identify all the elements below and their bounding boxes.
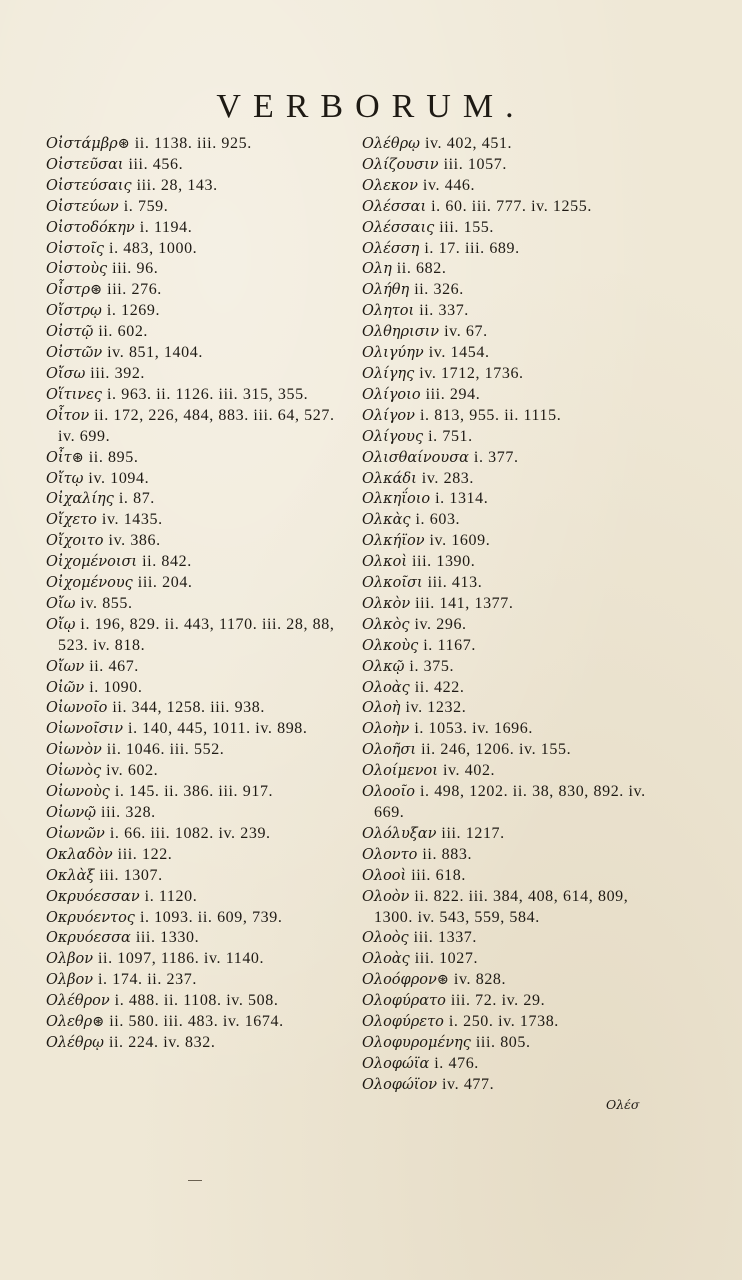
index-entry: [46, 197, 346, 218]
entry-headword: Ολεκον: [362, 177, 418, 194]
index-entry: [362, 1033, 662, 1054]
index-entry: [362, 134, 662, 155]
entry-headword: Οκλαδὸν: [46, 846, 113, 863]
index-entry: [362, 155, 662, 176]
index-entry: [362, 698, 662, 719]
index-entry: [362, 573, 662, 594]
index-entry: [362, 678, 662, 699]
entry-headword: Οἴτῳ: [46, 470, 84, 487]
index-entry: [46, 448, 346, 469]
index-entry: [46, 343, 346, 364]
entry-references: iv. 851, 1404.: [107, 344, 203, 362]
entry-headword: Οἰωνοῖσιν: [46, 721, 124, 738]
index-entry: [362, 949, 662, 970]
entry-references: iii. 122.: [117, 845, 173, 863]
entry-references: iii. 72. iv. 29.: [450, 992, 546, 1010]
entry-headword: Οἴω: [46, 595, 76, 612]
entry-headword: Ολοὴν: [362, 721, 410, 738]
entry-headword: Οἰστεῦσαι: [46, 156, 124, 173]
entry-references: iii. 1027.: [414, 950, 479, 968]
index-entry: [46, 719, 346, 740]
index-entry: [46, 259, 346, 280]
entry-references: iv. 602.: [106, 762, 159, 780]
index-entry: [46, 615, 346, 657]
index-entry: [46, 1012, 346, 1033]
index-entry: [46, 740, 346, 761]
entry-references: i. 483, 1000.: [109, 239, 198, 257]
entry-headword: Οἵτινες: [46, 386, 102, 403]
entry-headword: Ολίγον: [362, 407, 415, 424]
entry-references: i. 751.: [428, 427, 473, 445]
entry-headword: Ολοὸς: [362, 930, 409, 947]
entry-headword: Ολβον: [46, 951, 94, 968]
index-entry: [46, 761, 346, 782]
entry-headword: Ολέσση: [362, 240, 420, 257]
index-entry: [46, 845, 346, 866]
index-entry: [362, 448, 662, 469]
entry-references: iii. 456.: [128, 155, 184, 173]
entry-headword: Ολκοὺς: [362, 637, 419, 654]
entry-references: iv. 828.: [453, 971, 507, 989]
entry-references: iv. 1609.: [429, 532, 491, 550]
entry-headword: Οἶτ⊛: [46, 449, 84, 466]
entry-headword: Ολίζουσιν: [362, 156, 439, 173]
entry-references: ii. 326.: [414, 281, 464, 299]
index-entry: [362, 991, 662, 1012]
index-entry: [46, 782, 346, 803]
entry-headword: Οἴων: [46, 658, 85, 675]
entry-headword: Οκρυόεσσα: [46, 930, 131, 947]
entry-headword: Οἰωνῷ: [46, 805, 97, 821]
entry-references: ii. 682.: [396, 260, 447, 278]
entry-references: iv. 477.: [442, 1075, 495, 1093]
index-entry: [362, 636, 662, 657]
entry-references: iii. 204.: [137, 574, 193, 592]
index-entry: [362, 970, 662, 991]
entry-references: i. 87.: [118, 490, 155, 508]
index-entry: [46, 866, 346, 887]
entry-headword: Ολοφύρετο: [362, 1014, 444, 1031]
entry-references: ii. 1138. iii. 925.: [134, 135, 252, 152]
entry-references: i. 813, 955. ii. 1115.: [419, 406, 562, 424]
index-entry: [46, 552, 346, 573]
entry-headword: Ολέθρῳ: [46, 1034, 104, 1051]
entry-headword: Οἰστάμβρ⊛: [46, 136, 130, 152]
entry-headword: Ολοφώϊα: [362, 1055, 430, 1072]
entry-references: ii. 246, 1206. iv. 155.: [421, 741, 572, 759]
entry-references: iii. 141, 1377.: [415, 594, 514, 612]
entry-references: iv. 855.: [80, 594, 133, 612]
entry-references: iii. 1057.: [443, 155, 507, 173]
entry-headword: Ολκὸς: [362, 616, 410, 633]
entry-references: iii. 392.: [90, 364, 146, 382]
entry-headword: Οἰστεύων: [46, 198, 119, 215]
entry-headword: Ολοντο: [362, 846, 418, 863]
entry-references: i. 1090.: [89, 678, 143, 696]
entry-references: ii. 1097, 1186. iv. 1140.: [98, 950, 265, 968]
entry-references: iii. 276.: [107, 281, 162, 299]
entry-headword: Οἰωνὸς: [46, 763, 102, 780]
index-entry: [362, 531, 662, 552]
index-entry: [46, 280, 346, 301]
entry-headword: Ολκὰς: [362, 512, 411, 529]
index-entry: [362, 489, 662, 510]
index-entry: [362, 176, 662, 197]
entry-references: iii. 294.: [425, 385, 481, 403]
entry-headword: Ολβον: [46, 972, 94, 989]
entry-headword: Ολοὰς: [362, 951, 410, 968]
index-entry: [362, 657, 662, 678]
entry-references: i. 377.: [473, 448, 519, 466]
entry-headword: Οἴστρῳ: [46, 303, 102, 320]
entry-references: i. 174. ii. 237.: [98, 971, 197, 989]
entry-headword: Ολκοῖσι: [362, 575, 423, 592]
entry-references: i. 140, 445, 1011. iv. 898.: [128, 720, 308, 738]
entry-references: iv. 283.: [421, 469, 475, 487]
index-entry: [362, 322, 662, 343]
index-entry: [46, 489, 346, 510]
entry-references: ii. 337.: [419, 302, 469, 320]
entry-headword: Οἰωνῶν: [46, 825, 105, 842]
entry-references: i. 1314.: [435, 490, 489, 508]
entry-references: i. 476.: [434, 1054, 479, 1072]
index-entry: [362, 1012, 662, 1033]
entry-references: i. 1053. iv. 1696.: [414, 720, 533, 738]
entry-headword: Οἰστῷ: [46, 324, 94, 341]
index-entry: [46, 887, 346, 908]
entry-references: iv. 1712, 1736.: [419, 364, 524, 382]
entry-references: i. 1120.: [144, 887, 198, 905]
entry-references: i. 1093. ii. 609, 739.: [139, 908, 283, 926]
index-entry: [362, 552, 662, 573]
entry-references: iii. 96.: [112, 260, 159, 278]
entry-references: ii. 467.: [89, 657, 139, 675]
entry-references: i. 498, 1202. ii. 38, 830, 892. iv. 669.: [374, 783, 646, 821]
entry-headword: Ολοφώϊον: [362, 1076, 438, 1093]
index-entry: [46, 510, 346, 531]
entry-references: iv. 1232.: [405, 699, 467, 717]
entry-references: iv. 446.: [422, 176, 476, 194]
entry-references: iv. 1435.: [101, 511, 163, 529]
entry-references: ii. 822. iii. 384, 408, 614, 809, 1300. iv. 543, 559, 584.: [374, 887, 629, 926]
entry-references: ii. 842.: [142, 553, 192, 571]
entry-references: iii. 1307.: [99, 866, 163, 884]
index-entry: [362, 385, 662, 406]
index-entry: [46, 573, 346, 594]
entry-references: iii. 28, 143.: [136, 176, 218, 194]
entry-headword: Οἰστῶν: [46, 345, 103, 362]
index-entry: [46, 134, 346, 155]
entry-headword: Οἴσω: [46, 365, 86, 382]
entry-headword: Οἰωνὸν: [46, 742, 102, 759]
entry-headword: Οἰστοδόκην: [46, 219, 135, 236]
index-entry: [46, 908, 346, 929]
index-entry: [46, 531, 346, 552]
index-entry: [46, 218, 346, 239]
entry-headword: Ολοοῖο: [362, 784, 415, 801]
index-entry: [362, 1075, 662, 1096]
index-entry: [46, 469, 346, 490]
entry-headword: Οἰωνοὺς: [46, 784, 110, 801]
entry-headword: Ολίγοιο: [362, 386, 421, 403]
index-entry: [362, 1054, 662, 1075]
entry-references: i. 603.: [415, 511, 461, 529]
entry-references: i. 488. ii. 1108. iv. 508.: [114, 992, 279, 1010]
entry-references: ii. 422.: [414, 678, 465, 696]
entry-references: iii. 618.: [411, 866, 466, 884]
entry-headword: Ολοὸν: [362, 888, 410, 905]
entry-headword: Οἶστρ⊛: [46, 282, 103, 299]
index-entry: [362, 719, 662, 740]
entry-references: i. 1194.: [139, 218, 193, 236]
index-entry: [362, 928, 662, 949]
index-entry: [362, 845, 662, 866]
index-entry: [362, 239, 662, 260]
entry-references: ii. 344, 1258. iii. 938.: [112, 699, 265, 717]
index-entry: [46, 385, 346, 406]
index-entry: [362, 364, 662, 385]
index-entry: [46, 406, 346, 448]
entry-headword: Ολκῷ: [362, 658, 405, 675]
entry-references: iii. 328.: [101, 804, 156, 821]
entry-headword: Οἰστεύσαις: [46, 177, 132, 194]
index-entry: [362, 824, 662, 845]
entry-headword: Ολκὸν: [362, 595, 411, 612]
page-mark: [188, 1180, 202, 1181]
index-entry: [46, 698, 346, 719]
entry-headword: Ολίγους: [362, 428, 424, 445]
entry-headword: Οἰωνοῖο: [46, 700, 108, 717]
index-entry: [362, 343, 662, 364]
entry-headword: Ολέθρῳ: [362, 136, 420, 152]
entry-references: i. 1269.: [106, 302, 161, 320]
index-entry: [46, 239, 346, 260]
entry-headword: Ολοοὶ: [362, 867, 407, 884]
entry-headword: Ολκηΐοιο: [362, 491, 431, 508]
index-entry: [46, 1033, 346, 1054]
entry-references: iii. 413.: [427, 574, 483, 592]
entry-headword: Οκλὰξ: [46, 867, 95, 884]
index-entry: [362, 197, 662, 218]
entry-references: iii. 1217.: [441, 824, 505, 842]
entry-references: ii. 224. iv. 832.: [108, 1033, 216, 1051]
index-entry: [362, 782, 662, 824]
entry-headword: Ολητοι: [362, 303, 415, 320]
entry-references: iv. 402, 451.: [424, 135, 513, 152]
index-entry: [46, 824, 346, 845]
entry-headword: Ολοὰς: [362, 679, 410, 696]
entry-headword: Ολθηρισιν: [362, 324, 440, 341]
index-entry: [46, 594, 346, 615]
index-entry: [46, 657, 346, 678]
entry-references: iv. 386.: [108, 532, 161, 550]
entry-headword: Ολκάδι: [362, 470, 417, 487]
entry-references: i. 145. ii. 386. iii. 917.: [114, 783, 274, 801]
index-entry: [362, 427, 662, 448]
entry-references: i. 66. iii. 1082. iv. 239.: [109, 824, 271, 842]
page-heading: VERBORUM.: [216, 88, 526, 125]
index-entry: [46, 301, 346, 322]
entry-headword: Ολοῆσι: [362, 742, 417, 759]
entry-references: iii. 1337.: [413, 929, 478, 947]
entry-headword: Ολη: [362, 261, 392, 278]
entry-headword: Ολκήϊον: [362, 533, 425, 550]
entry-references: ii. 602.: [98, 323, 149, 341]
entry-references: ii. 883.: [422, 845, 473, 863]
entry-headword: Οἴχετο: [46, 512, 97, 529]
index-entry: [46, 949, 346, 970]
entry-headword: Οκρυόεντος: [46, 909, 135, 926]
entry-headword: Ολισθαίνουσα: [362, 449, 469, 466]
entry-references: ii. 580. iii. 483. iv. 1674.: [109, 1013, 284, 1031]
index-column-left: [46, 134, 346, 1054]
entry-references: iii. 1390.: [412, 553, 476, 571]
index-entry: [46, 176, 346, 197]
index-entry: [46, 155, 346, 176]
index-entry: [362, 887, 662, 929]
entry-references: i. 250. iv. 1738.: [448, 1013, 559, 1031]
index-entry: [46, 991, 346, 1012]
entry-references: iv. 402.: [442, 762, 496, 780]
index-entry: [362, 761, 662, 782]
entry-headword: Ολόλυξαν: [362, 825, 437, 842]
index-entry: [362, 218, 662, 239]
entry-headword: Οἰχαλίης: [46, 491, 114, 508]
entry-references: i. 1167.: [423, 636, 476, 654]
entry-headword: Οἶτον: [46, 407, 90, 424]
entry-references: iii. 805.: [475, 1033, 531, 1051]
entry-headword: Ολέσσαις: [362, 219, 435, 236]
index-entry: [362, 594, 662, 615]
entry-references: iii. 155.: [439, 218, 495, 236]
entry-references: i. 759.: [123, 197, 169, 215]
entry-headword: Ολέθρον: [46, 993, 110, 1010]
entry-references: i. 375.: [409, 657, 455, 675]
entry-headword: Ολκοὶ: [362, 554, 408, 571]
index-entry: [46, 970, 346, 991]
catchword: Ολέσ: [606, 1097, 640, 1112]
index-entry: [362, 301, 662, 322]
entry-headword: Οἰχομένους: [46, 575, 133, 592]
index-entry: [362, 510, 662, 531]
entry-headword: Οἰχομένοισι: [46, 554, 138, 571]
entry-headword: Ολέσσαι: [362, 198, 427, 215]
entry-references: iv. 1094.: [88, 469, 150, 487]
index-entry: [362, 280, 662, 301]
index-entry: [46, 322, 346, 343]
entry-references: ii. 172, 226, 484, 883. iii. 64, 527. iv. 699.: [58, 406, 335, 445]
entry-references: i. 17. iii. 689.: [424, 239, 520, 257]
index-entry: [362, 740, 662, 761]
entry-references: iii. 1330.: [135, 929, 200, 947]
entry-headword: Ολοὴ: [362, 700, 401, 717]
entry-references: iv. 1454.: [428, 344, 490, 362]
index-column-right: [362, 134, 662, 1096]
entry-headword: Οἰστοὺς: [46, 261, 108, 278]
entry-headword: Ολοφύρατο: [362, 993, 446, 1010]
index-entry: [46, 803, 346, 824]
index-entry: [362, 406, 662, 427]
entry-headword: Ολοφυρομένης: [362, 1034, 471, 1051]
entry-references: iv. 296.: [414, 615, 467, 633]
index-entry: [362, 469, 662, 490]
index-entry: [46, 678, 346, 699]
index-entry: [46, 928, 346, 949]
entry-headword: Ολοόφρον⊛: [362, 972, 449, 989]
entry-headword: Ολοίμενοι: [362, 763, 438, 780]
entry-references: i. 196, 829. ii. 443, 1170. iii. 28, 88, 523. iv. 818.: [58, 615, 335, 654]
entry-references: i. 963. ii. 1126. iii. 315, 355.: [107, 385, 309, 403]
entry-headword: Ολήθη: [362, 282, 410, 299]
entry-headword: Οκρυόεσσαν: [46, 888, 140, 905]
entry-references: i. 60. iii. 777. iv. 1255.: [431, 197, 592, 215]
entry-headword: Ολεθρ⊛: [46, 1014, 105, 1031]
entry-headword: Οἰῶν: [46, 679, 85, 696]
entry-headword: Οἰστοῖς: [46, 240, 105, 257]
entry-headword: Ολίγης: [362, 365, 415, 382]
entry-references: ii. 1046. iii. 552.: [106, 741, 225, 759]
entry-headword: Ολιγύην: [362, 345, 424, 362]
entry-headword: Οἴχοιτο: [46, 533, 104, 550]
index-entry: [362, 866, 662, 887]
entry-references: ii. 895.: [88, 448, 139, 466]
index-entry: [362, 615, 662, 636]
index-entry: [46, 364, 346, 385]
index-entry: [362, 259, 662, 280]
entry-references: iv. 67.: [444, 323, 488, 341]
entry-headword: Οἴῳ: [46, 616, 76, 633]
